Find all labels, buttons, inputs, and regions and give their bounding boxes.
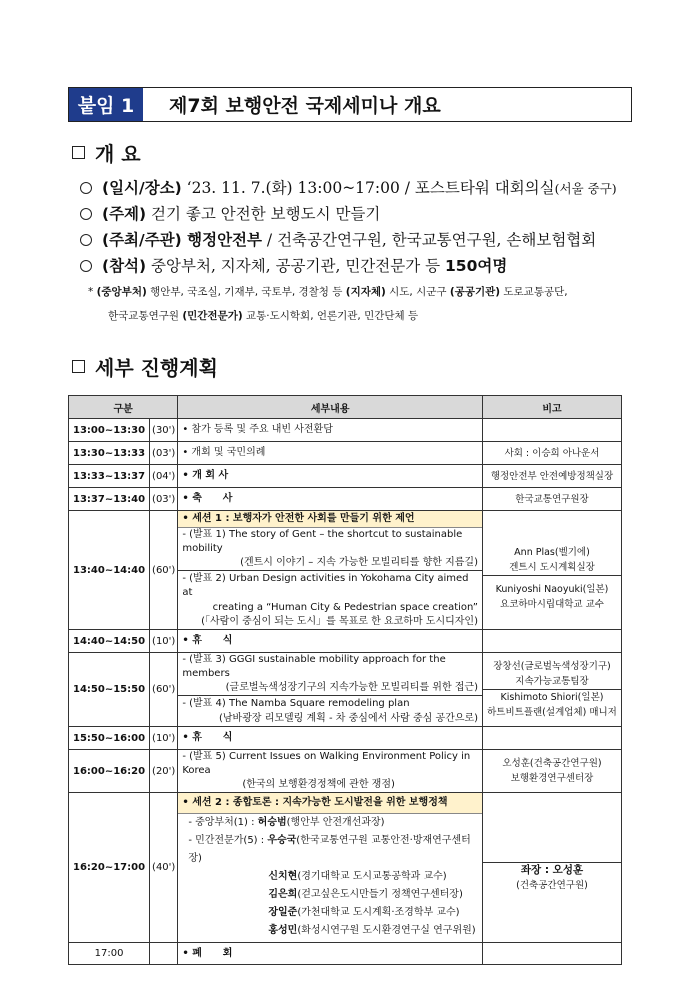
presentation-5-title: - (발표 5) Current Issues on Walking Environment Policy in Korea: [182, 751, 471, 776]
speaker-3-name: 장창선(글로벌녹색성장기구): [493, 661, 611, 672]
speaker-3-role: 지속가능교통팀장: [515, 676, 589, 687]
moderator-name: 좌장 : 오성훈: [520, 864, 584, 876]
panel-expert-2: 신치현(경기대학교 도시교통공학과 교수): [268, 871, 447, 882]
session-1-title: • 세션 1 : 보행자가 안전한 사회를 만들기 위한 제언: [178, 511, 482, 528]
checkbox-square-icon: [72, 146, 85, 159]
circle-bullet-icon: [80, 234, 92, 246]
presentation-3-subtitle: (글로벌녹색성장기구의 지속가능한 모빌리티를 위한 접근): [225, 682, 478, 693]
circle-bullet-icon: [80, 182, 92, 194]
table-row: 13:30~13:33 (03') • 개회 및 국민의례 사회 : 이승희 아나운서: [69, 442, 622, 465]
table-row-session-2: 16:20~17:00 (40') • 세션 2 : 종합토론 : 지속가능한 도시발전을 위한 보행정책 - 중앙부처(1) : 허승범(행안부 안전개선과장) - 민간전문가(5) : 우승국(한국교통연구원 교통안전·방재연구센터장) 신치현(경기대학교 도시교통공학과 교수) 김은희(걷고싶은도시만들기 정책연구센터장) 장일준(가천대학교 도시계획·조경학부 교수) 홍성민(화성시연구원 도시환경연구실 연구위원) 좌장 : 오성훈 (건축공간연구원): [69, 793, 622, 943]
overview-item-theme: (주제) 걷기 좋고 안전한 보행도시 만들기: [80, 202, 380, 224]
annex-badge: 붙임 1: [69, 88, 147, 121]
speaker-2-name: Kuniyoshi Naoyuki(일본): [495, 583, 609, 595]
overview-heading: 개 요: [72, 138, 141, 167]
presentation-5-subtitle: (한국의 보행환경정책에 관한 쟁점): [242, 779, 395, 790]
attendee-note-line2: 한국교통연구원 (민간전문가) 교통·도시학회, 언론기관, 민간단체 등: [108, 310, 419, 322]
detail-heading: 세부 진행계획: [72, 352, 218, 381]
panel-expert-5: 홍성민(화성시연구원 도시환경연구실 연구위원): [268, 925, 476, 936]
presentation-1-subtitle: (겐트시 이야기 – 지속 가능한 모빌리티를 향한 지름길): [240, 557, 478, 568]
presentation-2-title: - (발표 2) Urban Design activities in Yokohama City aimed at: [178, 570, 482, 601]
schedule-table: [68, 395, 622, 965]
speaker-4-role: 하트비트플랜(설계업체) 매니저: [487, 707, 617, 718]
table-row: 15:50~16:00 (10') • 휴 식: [69, 727, 622, 750]
panel-expert-1: - 민간전문가(5) : 우승국(한국교통연구원 교통안전·방재연구센터장): [188, 835, 471, 864]
table-row-presentation-5: 16:00~16:20 (20') - (발표 5) Current Issues on Walking Environment Policy in Korea (한국의 보행환경정책에 관한 쟁점) 오성훈(건축공간연구원) 보행환경연구센터장: [69, 750, 622, 793]
panel-expert-4: 장일준(가천대학교 도시계획·조경학부 교수): [268, 907, 460, 918]
presentation-4-subtitle: (남바광장 리모델링 계획 - 차 중심에서 사람 중심 공간으로): [218, 713, 478, 724]
presentation-4-title: - (발표 4) The Namba Square remodeling plan: [178, 695, 482, 712]
table-row: 13:33~13:37 (04') • 개 회 사 행정안전부 안전예방정책실장: [69, 465, 622, 488]
annex-header: [68, 87, 632, 122]
table-header-row: [69, 396, 622, 419]
column-header-division: 구분: [69, 396, 178, 419]
moderator-affiliation: (건축공간연구원): [516, 880, 588, 891]
presentation-2-subtitle: (「사람이 중심이 되는 도시」를 목표로 한 요코하마 도시디자인): [201, 616, 478, 627]
speaker-2-role: 요코하마시립대학교 교수: [500, 598, 604, 610]
attendee-note-line1: * (중앙부처) 행안부, 국조실, 기재부, 국토부, 경찰청 등 (지자체) 시도, 시군구 (공공기관) 도로교통공단,: [88, 286, 568, 298]
overview-item-datetime: (일시/장소) ‘23. 11. 7.(화) 13:00~17:00 / 포스트타워 대회의실(서울 중구): [80, 176, 617, 198]
table-row-session-1: 13:40~14:40 (60') • 세션 1 : 보행자가 안전한 사회를 만들기 위한 제언 - (발표 1) The story of Gent – the shortcut to sustainable mobility (겐트시 이야기 – 지속 가능한 모빌리티를 향한 지름길) - (발표 2) Urban Design activities in Yokohama City aimed at creating a “Human City & Pedestrian space creation” (「사람이 중심이 되는 도시」를 목표로 한 요코하마 도시디자인) Ann Plas(벨기에) 겐트시 도시계획실장 Kuniyoshi Naoyuki(일본) 요코하마시립대학교 교수: [69, 511, 622, 630]
overview-item-host: (주최/주관) 행정안전부 / 건축공간연구원, 한국교통연구원, 손해보험협회: [80, 228, 596, 250]
session-2-title: • 세션 2 : 종합토론 : 지속가능한 도시발전을 위한 보행정책: [178, 793, 482, 814]
table-row-presentations-3-4: 14:50~15:50 (60') - (발표 3) GGGI sustainable mobility approach for the members (글로벌녹색성장기구의 지속가능한 모빌리티를 위한 접근) - (발표 4) The Namba Square remodeling plan (남바광장 리모델링 계획 - 차 중심에서 사람 중심 공간으로) 장창선(글로벌녹색성장기구) 지속가능교통팀장 Kishimoto Shiori(일본) 하트비트플랜(설계업체) 매니저: [69, 653, 622, 727]
speaker-5-role: 보행환경연구센터장: [510, 773, 594, 784]
table-row: 13:37~13:40 (03') • 축 사 한국교통연구원장: [69, 488, 622, 511]
table-row: 14:40~14:50 (10') • 휴 식: [69, 630, 622, 653]
speaker-1-role: 겐트시 도시계획실장: [509, 561, 595, 573]
speaker-5-name: 오성훈(건축공간연구원): [502, 758, 602, 769]
presentation-3-title: - (발표 3) GGGI sustainable mobility approach for the members: [182, 654, 446, 679]
column-header-note: 비고: [483, 396, 622, 419]
speaker-4-name: Kishimoto Shiori(일본): [500, 692, 604, 703]
circle-bullet-icon: [80, 260, 92, 272]
presentation-1-title: - (발표 1) The story of Gent – the shortcut to sustainable mobility: [182, 529, 463, 554]
overview-item-attendees: (참석) 중앙부처, 지자체, 공공기관, 민간전문가 등 150여명: [80, 254, 507, 276]
panel-government: - 중앙부처(1) : 허승범(행안부 안전개선과장): [188, 817, 385, 828]
presentation-2-line2: creating a “Human City & Pedestrian space creation”: [212, 602, 478, 613]
speaker-1-name: Ann Plas(벨기에): [514, 546, 590, 558]
circle-bullet-icon: [80, 208, 92, 220]
checkbox-square-icon: [72, 360, 85, 373]
table-row: 17:00 • 폐 회: [69, 943, 622, 965]
column-header-content: 세부내용: [178, 396, 483, 419]
panel-expert-3: 김은희(걷고싶은도시만들기 정책연구센터장): [268, 889, 463, 900]
table-row: 13:00~13:30 (30') • 참가 등록 및 주요 내빈 사전환담: [69, 419, 622, 442]
document-title: 제7회 보행안전 국제세미나 개요: [169, 95, 441, 117]
